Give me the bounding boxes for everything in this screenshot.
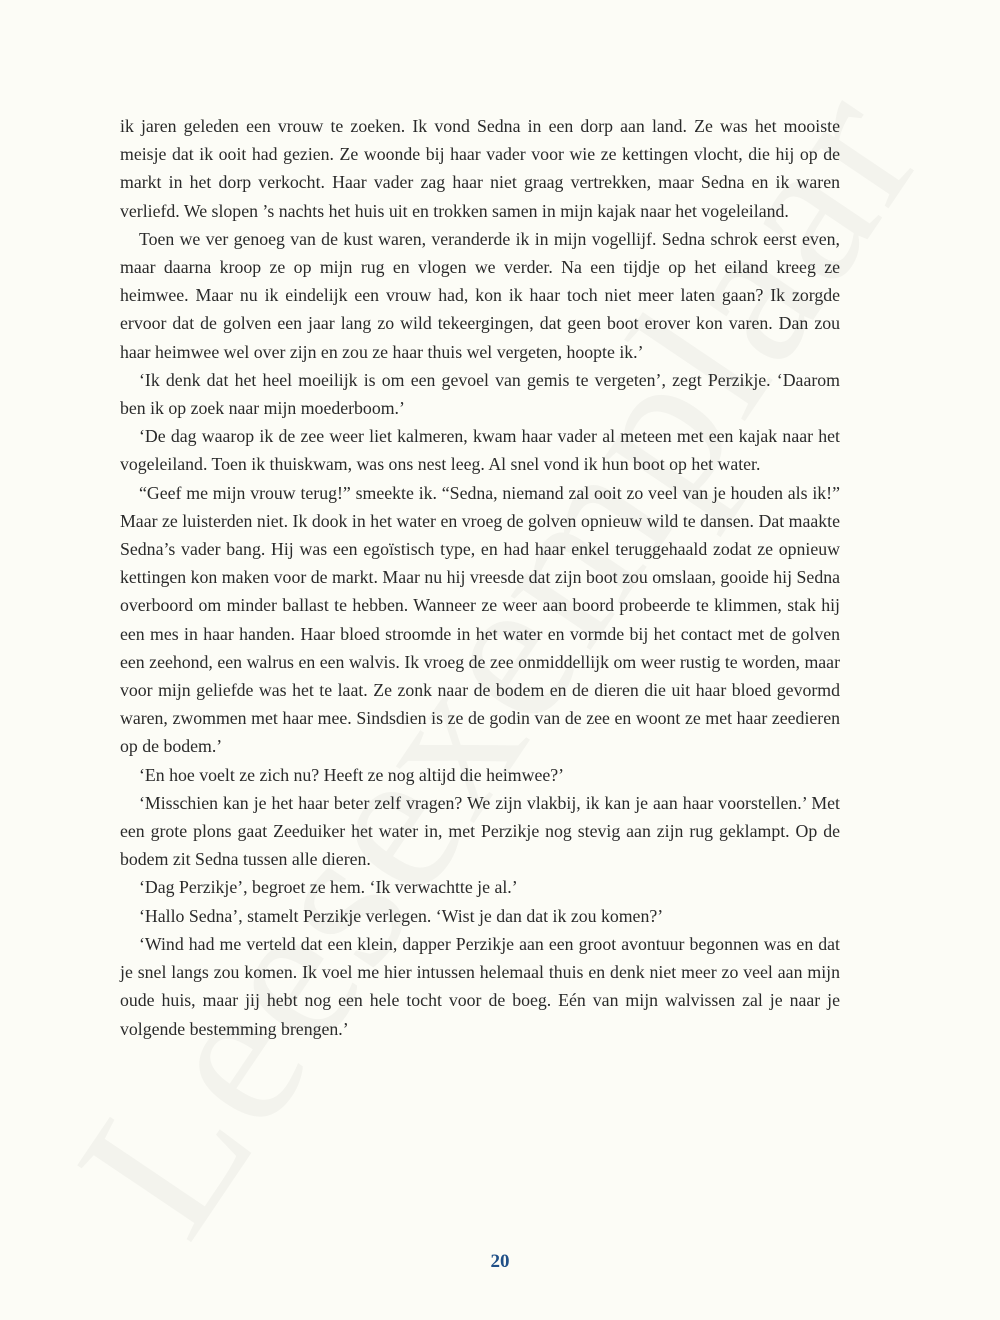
paragraph: ‘Misschien kan je het haar beter zelf vragen? We zijn vlakbij, ik kan je aan haar voorstellen.’ Met een grote plons gaat Zeeduiker het water in, met Perzikje nog stevig aan zijn rug geklampt. Op de bodem zit Sedna tussen alle dieren.: [120, 792, 840, 870]
paragraph: Toen we ver genoeg van de kust waren, veranderde ik in mijn vogellijf. Sedna schrok eerst even, maar daarna kroop ze op mijn rug en vlogen we verder. Na een tijdje op het eiland kreeg ze heimwee. Maar nu ik eindelijk een vrouw had, kon ik haar toch niet meer laten gaan? Ik zorgde ervoor dat de golven een jaar lang zo wild tekeergingen, dat geen boot erover kon varen. Dan zou haar heimwee wel over zijn en zou ze haar thuis wel vergeten, hoopte ik.’: [120, 228, 840, 362]
paragraph: “Geef me mijn vrouw terug!” smeekte ik. “Sedna, niemand zal ooit zo veel van je houden als ik!” Maar ze luisterden niet. Ik dook in het water en vroeg de golven opnieuw wild te dansen. Dat maakte Sedna’s vader bang. Hij was een egoïstisch type, en had haar enkel teruggehaald zodat ze opnieuw kettingen kon maken voor de markt. Maar nu hij vreesde dat zijn boot zou omslaan, gooide hij Sedna overboord om minder ballast te hebben. Wanneer ze weer aan boord probeerde te klimmen, stak hij een mes in haar handen. Haar bloed stroomde in het water en vormde bij het contact met de golven een zeehond, een walrus en een walvis. Ik vroeg de zee onmiddellijk om weer rustig te worden, maar voor mijn geliefde was het te laat. Ze zonk naar de bodem en de dieren die uit haar bloed gevormd waren, zwommen met haar mee. Sindsdien is ze de godin van de zee en woont ze met haar zeedieren op de bodem.’: [120, 482, 840, 757]
paragraph: ik jaren geleden een vrouw te zoeken. Ik vond Sedna in een dorp aan land. Ze was het mooiste meisje dat ik ooit had gezien. Ze woonde bij haar vader voor wie ze kettingen vlocht, die hij op de markt in het dorp verkocht. Haar vader zag haar niet graag vertrekken, maar Sedna en ik waren verliefd. We slopen ’s nachts het huis uit en trokken samen in mijn kajak naar het vogeleiland.: [120, 116, 840, 221]
paragraph: ‘En hoe voelt ze zich nu? Heeft ze nog altijd die heimwee?’: [139, 764, 565, 785]
paragraph: ‘Dag Perzikje’, begroet ze hem. ‘Ik verwachtte je al.’: [139, 877, 518, 898]
page-number: 20: [490, 1251, 510, 1272]
paragraph: ‘Wind had me verteld dat een klein, dapper Perzikje aan een groot avontuur begonnen was en dat je snel langs zou komen. Ik voel me hier intussen helemaal thuis en denk niet meer zo veel aan mijn oude huis, maar jij hebt nog een hele tocht voor de boeg. Eén van mijn walvissen zal je naar je volgende bestemming brengen.’: [120, 933, 840, 1039]
paragraph: ‘De dag waarop ik de zee weer liet kalmeren, kwam haar vader al meteen met een kajak naar het vogeleiland. Toen ik thuiskwam, was ons nest leeg. Al snel vond ik hun boot op het water.: [120, 426, 840, 475]
paragraph: ‘Ik denk dat het heel moeilijk is om een gevoel van gemis te vergeten’, zegt Perzikje. ‘Daarom ben ik op zoek naar mijn moederboom.’: [120, 369, 840, 419]
body-text: [120, 112, 840, 1043]
paragraph: ‘Hallo Sedna’, stamelt Perzikje verlegen. ‘Wist je dan dat ik zou komen?’: [139, 905, 664, 926]
